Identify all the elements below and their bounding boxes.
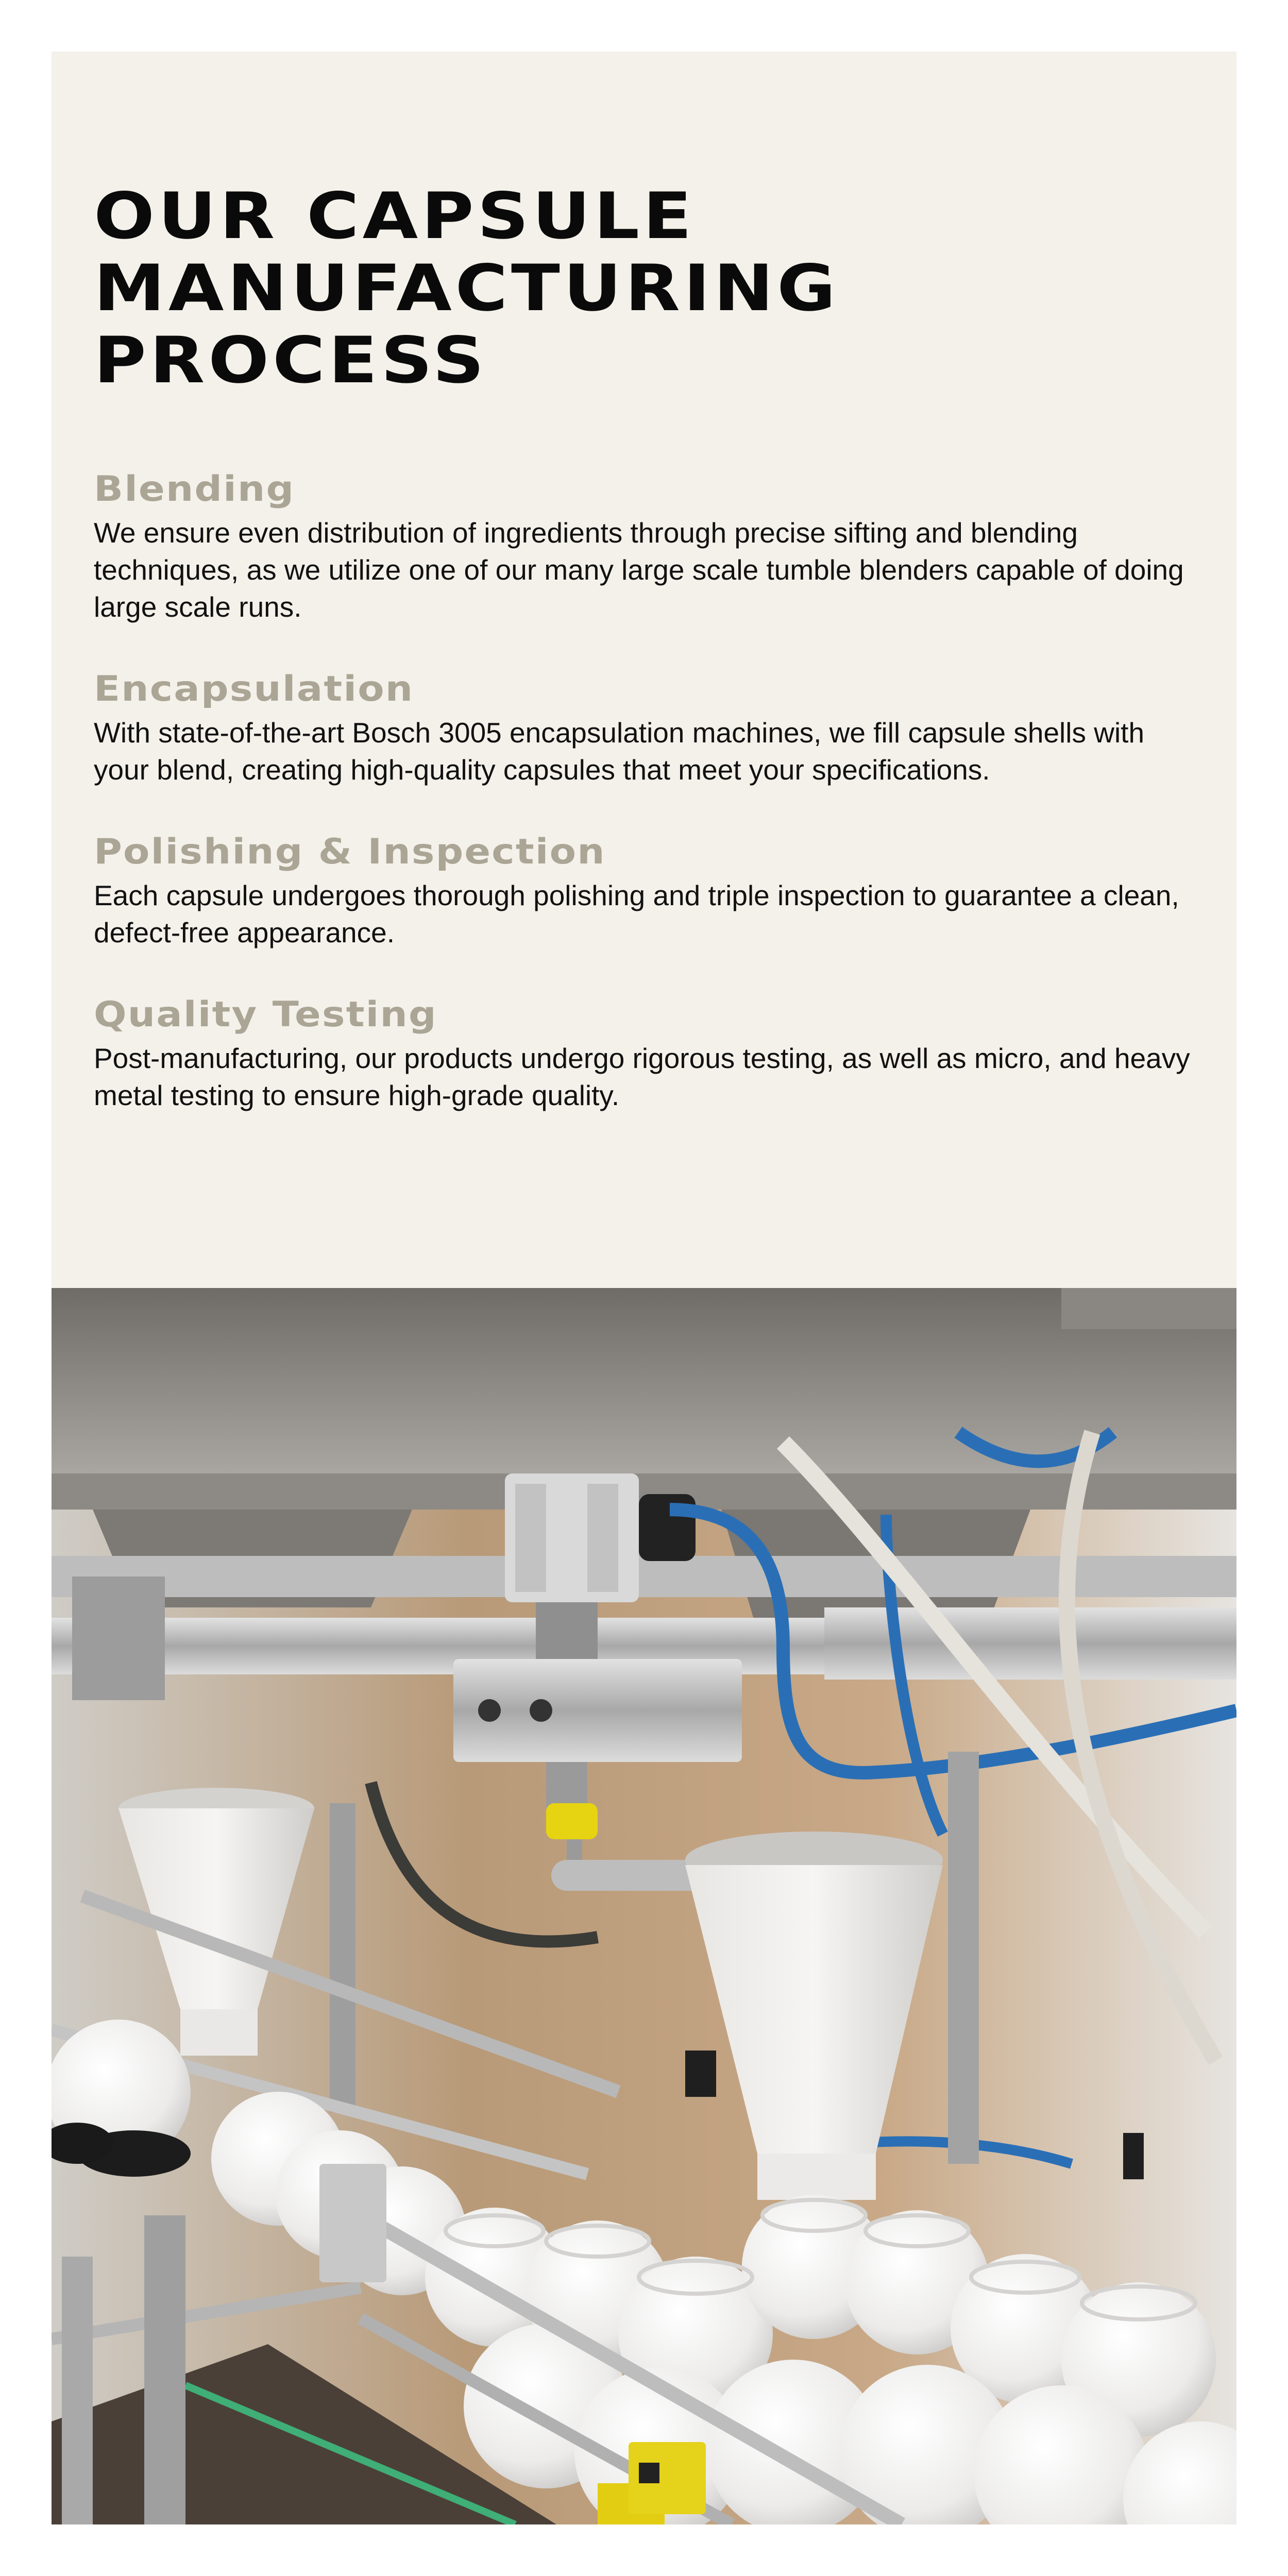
step-heading: Polishing & Inspection: [94, 832, 606, 872]
process-panel: [52, 52, 1236, 1288]
step-heading: Encapsulation: [94, 669, 414, 709]
step-description: Post-manufacturing, our products undergo rigorous testing, as well as micro, and heavy metal testing to ensure high-grade quality.: [94, 1042, 1190, 1111]
step-description: Each capsule undergoes thorough polishing and triple inspection to guarantee a clean, defect-free appearance.: [94, 879, 1179, 948]
bottle-filling-machine-illustration: [52, 1288, 1236, 2524]
machine-photo: [52, 1288, 1236, 2524]
step-description: With state-of-the-art Bosch 3005 encapsulation machines, we fill capsule shells with your blend, creating high-quality capsules that meet your specifications.: [94, 717, 1145, 786]
step-description: We ensure even distribution of ingredients through precise sifting and blending techniques, as we utilize one of our many large scale tumble blenders capable of doing large scale runs.: [94, 517, 1184, 623]
step-encapsulation: [94, 669, 1195, 788]
step-blending: [94, 469, 1195, 625]
step-heading: Quality Testing: [94, 994, 437, 1035]
step-heading: Blending: [94, 469, 295, 510]
step-polishing-inspection: [94, 832, 1195, 951]
step-quality-testing: [94, 994, 1195, 1114]
page-title: OUR CAPSULE MANUFACTURING PROCESS: [94, 179, 839, 398]
process-steps: [94, 469, 1195, 1114]
